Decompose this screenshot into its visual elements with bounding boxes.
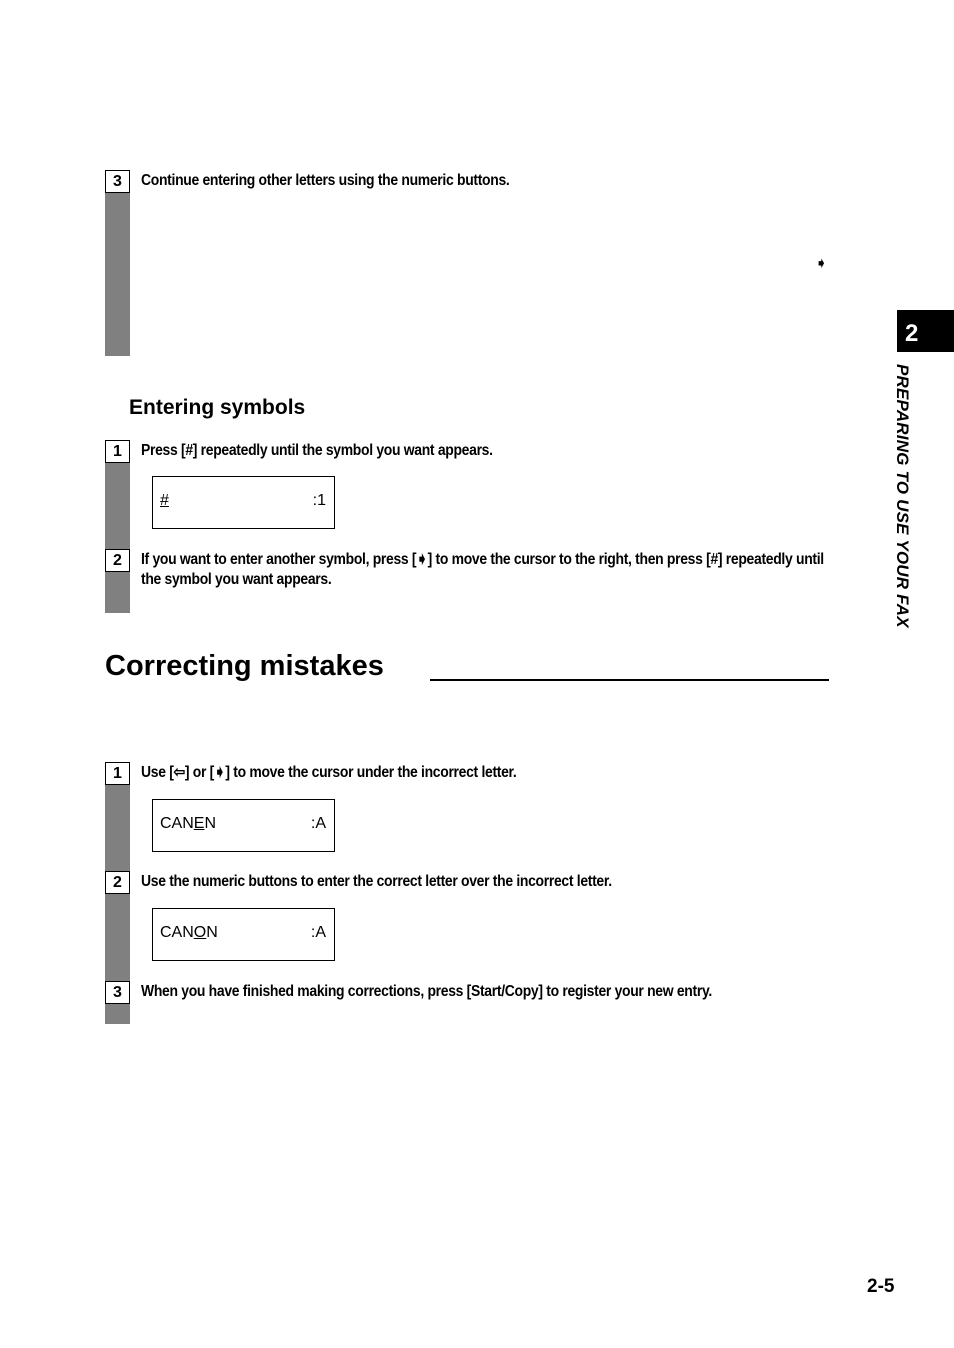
step-number: 1 xyxy=(105,440,130,463)
continue-arrow-icon: ➧ xyxy=(815,255,828,272)
chapter-title: PREPARING TO USE YOUR FAX xyxy=(893,364,912,628)
section-title: Correcting mistakes xyxy=(105,650,384,682)
step-number: 2 xyxy=(105,549,130,572)
subsection-title: Entering symbols xyxy=(129,396,306,419)
step-text: When you have finished making corrections, press [Start/Copy] to register your new entry. xyxy=(141,983,712,1000)
step-bar xyxy=(105,440,130,613)
lcd-right-text: :1 xyxy=(312,492,326,509)
lcd-left-text: CANEN xyxy=(160,815,217,832)
lcd-display xyxy=(152,476,335,529)
step-number: 2 xyxy=(105,871,130,894)
section-rule xyxy=(430,679,829,681)
lcd-right-text: :A xyxy=(310,924,326,941)
step-number: 3 xyxy=(105,170,130,193)
lcd-left-text: CANON xyxy=(160,924,218,941)
lcd-display xyxy=(152,799,335,852)
step-number: 1 xyxy=(105,762,130,785)
step-text: Continue entering other letters using the numeric buttons. xyxy=(141,172,510,189)
cursor-letter: O xyxy=(193,924,207,941)
lcd-right-text: :A xyxy=(310,815,326,832)
cursor-letter: E xyxy=(193,815,205,832)
step-number: 3 xyxy=(105,981,130,1004)
step-text: Use the numeric buttons to enter the correct letter over the incorrect letter. xyxy=(141,873,612,890)
step-text: If you want to enter another symbol, press [➧] to move the cursor to the right, then press [#] repeatedly until the symbol you want appears. xyxy=(141,551,824,588)
step-bar xyxy=(105,170,130,356)
lcd-display xyxy=(152,908,335,961)
step-text: Use [⇦] or [➧] to move the cursor under the incorrect letter. xyxy=(141,764,517,781)
lcd-left-text: # xyxy=(160,492,169,509)
chapter-tab: 2 xyxy=(897,310,954,352)
step-text: Press [#] repeatedly until the symbol you want appears. xyxy=(141,442,493,459)
page-number: 2-5 xyxy=(867,1276,895,1297)
